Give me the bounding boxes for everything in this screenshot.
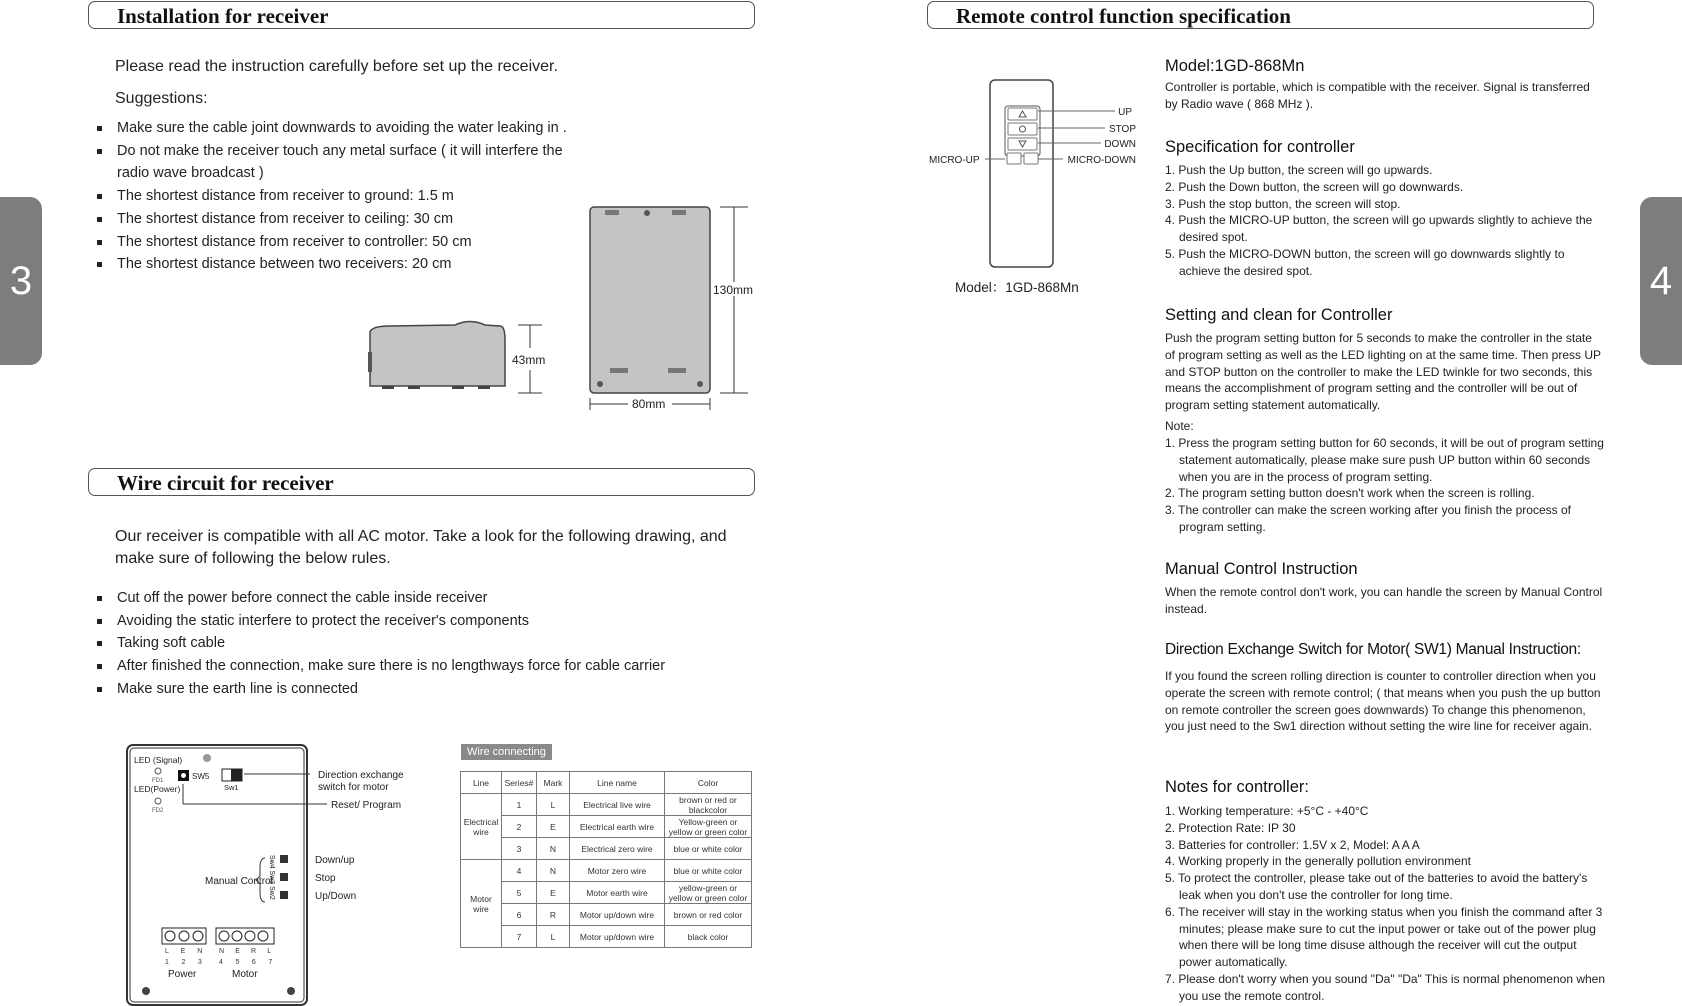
cell: N <box>537 838 570 860</box>
wire-intro: Our receiver is compatible with all AC motor. Take a look for the following drawing, and make sure of following the below rules. <box>115 528 727 567</box>
list-item: Taking soft cable <box>97 632 757 655</box>
cell: L <box>537 926 570 948</box>
list-item: The shortest distance between two receivers: 20 cm <box>97 253 577 276</box>
list-item: 3. Batteries for controller: 1.5V x 2, Model: A A A <box>1165 837 1420 852</box>
table-row <box>461 926 752 948</box>
sw1-label: Sw1 <box>224 783 239 792</box>
list-item: 1. Press the program setting button for 60 seconds, it will be out of program setting statement automatically, please make sure push UP button within 60 seconds when you are in the process of program setting. <box>1165 436 1604 484</box>
cell: 2 <box>502 816 537 838</box>
installation-heading: Installation for receiver <box>88 1 755 29</box>
list-item: 1. Working temperature: +5°C - +40°C <box>1165 804 1369 818</box>
fd2-label: FD2 <box>152 808 164 814</box>
table-row <box>461 794 752 816</box>
group-motor: Motor wire <box>461 860 502 948</box>
list-item: 1. Push the Up button, the screen will go upwards. <box>1165 163 1433 177</box>
cell: Motor zero wire <box>570 860 665 882</box>
remote-stop-label: STOP <box>1108 124 1136 135</box>
receiver-side-view <box>370 322 505 387</box>
direction-text: If you found the screen rolling direction is counter to controller direction when you operate the screen with remote control; ( that means when you push the up button on remote controller the screen goes downwards) To change this phenomenon, you just need to the Sw1 direction without setting the wire line for receiver again. <box>1165 669 1601 734</box>
cell: black color <box>665 926 752 948</box>
cell: blue or white color <box>665 838 752 860</box>
cell: E <box>537 882 570 904</box>
manual-text: When the remote control don't work, you can handle the screen by Manual Control instead. <box>1165 585 1603 616</box>
cell: Motor up/down wire <box>570 926 665 948</box>
cell: 5 <box>502 882 537 904</box>
list-item: 2. Push the Down button, the screen will go downwards. <box>1165 179 1464 194</box>
model-heading: Model:1GD-868Mn <box>1165 57 1305 75</box>
list-item: Cut off the power before connect the cable inside receiver <box>97 587 757 610</box>
dim-width-front: 80mm <box>632 397 666 411</box>
cell: yellow-green or yellow or green color <box>665 882 752 904</box>
wire-circuit-heading: Wire circuit for receiver <box>88 468 755 496</box>
header-series: Series# <box>502 772 537 794</box>
remote-down-label: DOWN <box>1104 139 1136 150</box>
cell: Electrical live wire <box>570 794 665 816</box>
up-button[interactable] <box>1008 108 1037 120</box>
header-line-name: Line name <box>570 772 665 794</box>
cell: Electrical zero wire <box>570 838 665 860</box>
list-item: 2. The program setting button doesn't work when the screen is rolling. <box>1165 486 1535 501</box>
list-item: After finished the connection, make sure there is no lengthways force for cable carrier <box>97 655 757 678</box>
group-electrical: Electrical wire <box>461 794 502 860</box>
suggestions-label: Suggestions: <box>115 90 208 107</box>
dim-height-front: 130mm <box>713 283 754 297</box>
cell: 3 <box>502 838 537 860</box>
dim-height-side: 43mm <box>512 353 546 367</box>
receiver-dimension-drawing <box>360 200 760 420</box>
cell: brown or red or blackcolor <box>665 794 752 816</box>
notes-heading: Notes for controller: <box>1165 778 1309 796</box>
down-button[interactable] <box>1008 138 1037 150</box>
wire-table-title: Wire connecting <box>461 744 552 760</box>
cell: Motor earth wire <box>570 882 665 904</box>
table-row <box>461 816 752 838</box>
list-item: The shortest distance from receiver to ground: 1.5 m <box>97 185 577 208</box>
remote-micro-down-label: MICRO-DOWN <box>1067 155 1136 166</box>
header-color: Color <box>665 772 752 794</box>
wire-connecting-table <box>460 771 752 948</box>
cell: Electrical earth wire <box>570 816 665 838</box>
micro-up-button[interactable] <box>1007 153 1021 164</box>
list-item: Avoiding the static interfere to protect the receiver's components <box>97 610 757 633</box>
manual-heading: Manual Control Instruction <box>1165 560 1358 578</box>
list-item: 3. Push the stop button, the screen will stop. <box>1165 196 1401 211</box>
cell: E <box>537 816 570 838</box>
cell: L <box>537 794 570 816</box>
list-item: 2. Protection Rate: IP 30 <box>1165 820 1296 835</box>
header-line: Line <box>461 772 502 794</box>
cell: Yellow-green or yellow or green color <box>665 816 752 838</box>
cell: 7 <box>502 926 537 948</box>
up-down-label: Up/Down <box>315 891 357 902</box>
cell: N <box>537 860 570 882</box>
model-text: Controller is portable, which is compatible with the receiver. Signal is transferred by Radio wave ( 868 MHz ). <box>1165 80 1590 111</box>
note-label: Note: <box>1165 419 1194 433</box>
wire-rules-list <box>97 587 757 701</box>
motor-terminal-marks: N E R L <box>219 948 276 955</box>
direction-heading: Direction Exchange Switch for Motor( SW1) Manual Instruction: <box>1165 641 1581 658</box>
cell: Motor up/down wire <box>570 904 665 926</box>
direction-switch-label-1: Direction exchange <box>318 770 404 781</box>
page-number-right: 4 <box>1640 197 1682 365</box>
remote-spec-heading: Remote control function specification <box>927 1 1594 29</box>
table-row <box>461 882 752 904</box>
cell: 4 <box>502 860 537 882</box>
cell: blue or white color <box>665 860 752 882</box>
power-terminal-marks: L E N <box>165 948 208 955</box>
power-label: Power <box>168 969 197 980</box>
remote-micro-up-label: MICRO-UP <box>929 155 980 166</box>
led-power-label: LED(Power) <box>134 784 181 794</box>
table-row <box>461 904 752 926</box>
list-item: 6. The receiver will stay in the working status when you finish the command after 3 minutes; please make sure to cut the input power or take out of the power plug when there will be long time disuse although the receiver will cut the output power automatically. <box>1165 904 1603 970</box>
spec-heading: Specification for controller <box>1165 138 1355 156</box>
power-terminal-numbers: 1 2 3 <box>165 959 208 966</box>
remote-model-caption: Model：1GD-868Mn <box>955 280 1079 295</box>
table-row <box>461 860 752 882</box>
cell: 1 <box>502 794 537 816</box>
list-item: The shortest distance from receiver to ceiling: 30 cm <box>97 208 577 231</box>
spec-list <box>1165 162 1605 280</box>
note-list <box>1165 435 1605 536</box>
remote-up-label: UP <box>1118 107 1132 118</box>
cell: R <box>537 904 570 926</box>
list-item: 5. To protect the controller, please take out of the batteries to avoid the battery's leak when you don't use the controller for long time. <box>1165 871 1588 902</box>
setting-text: Push the program setting button for 5 seconds to make the controller in the state of program setting as well as the LED lighting on at the same time. Then press UP and STOP button on the controller to make the LED twinkle for two seconds, this means the accomplishment of program setting and the controller will be out of program setting statement automatically. <box>1165 331 1601 413</box>
list-item: 3. The controller can make the screen working after you finish the process of program setting. <box>1165 503 1571 534</box>
list-item: 7. Please don't worry when you sound "Da" "Da" This is normal phenomenon when you use the remote control. <box>1165 971 1606 1003</box>
list-item: 4. Working properly in the generally pollution environment <box>1165 854 1471 869</box>
motor-terminal-numbers: 4 5 6 7 <box>219 959 278 966</box>
table-row <box>461 838 752 860</box>
stop-label: Stop <box>315 873 336 884</box>
receiver-front-view <box>590 207 710 393</box>
install-intro: Please read the instruction carefully before set up the receiver. <box>115 58 558 75</box>
manual-control-label: Manual Control <box>205 876 273 887</box>
list-item: 5. Push the MICRO-DOWN button, the screen will go downwards slightly to achieve the desired spot. <box>1165 246 1565 278</box>
list-item: Make sure the cable joint downwards to avoiding the water leaking in . <box>97 117 577 140</box>
down-up-label: Down/up <box>315 855 355 866</box>
manual-switches-label: Sw4 Sw3 Sw2 <box>268 855 275 900</box>
motor-label: Motor <box>232 969 258 980</box>
setting-heading: Setting and clean for Controller <box>1165 306 1393 324</box>
header-mark: Mark <box>537 772 570 794</box>
remote-control-drawing <box>925 70 1140 305</box>
notes-list <box>1165 803 1605 1005</box>
led-signal-label: LED (Signal) <box>134 755 183 765</box>
list-item: The shortest distance from receiver to controller: 50 cm <box>97 231 577 254</box>
micro-down-button[interactable] <box>1024 153 1038 164</box>
cell: brown or red color <box>665 904 752 926</box>
receiver-wiring-diagram <box>120 740 450 1006</box>
cell: 6 <box>502 904 537 926</box>
fd1-label: FD1 <box>152 778 164 784</box>
reset-program-label: Reset/ Program <box>331 800 402 811</box>
page-number-left: 3 <box>0 197 42 365</box>
direction-switch-label-2: switch for motor <box>318 782 389 793</box>
list-item: Make sure the earth line is connected <box>97 678 757 701</box>
sw5-label: SW5 <box>192 772 210 781</box>
stop-button[interactable] <box>1008 123 1037 135</box>
list-item: Do not make the receiver touch any metal surface ( it will interfere the radio wave broadcast ) <box>97 140 577 185</box>
list-item: 4. Push the MICRO-UP button, the screen will go upwards slightly to achieve the desired spot. <box>1165 213 1593 245</box>
